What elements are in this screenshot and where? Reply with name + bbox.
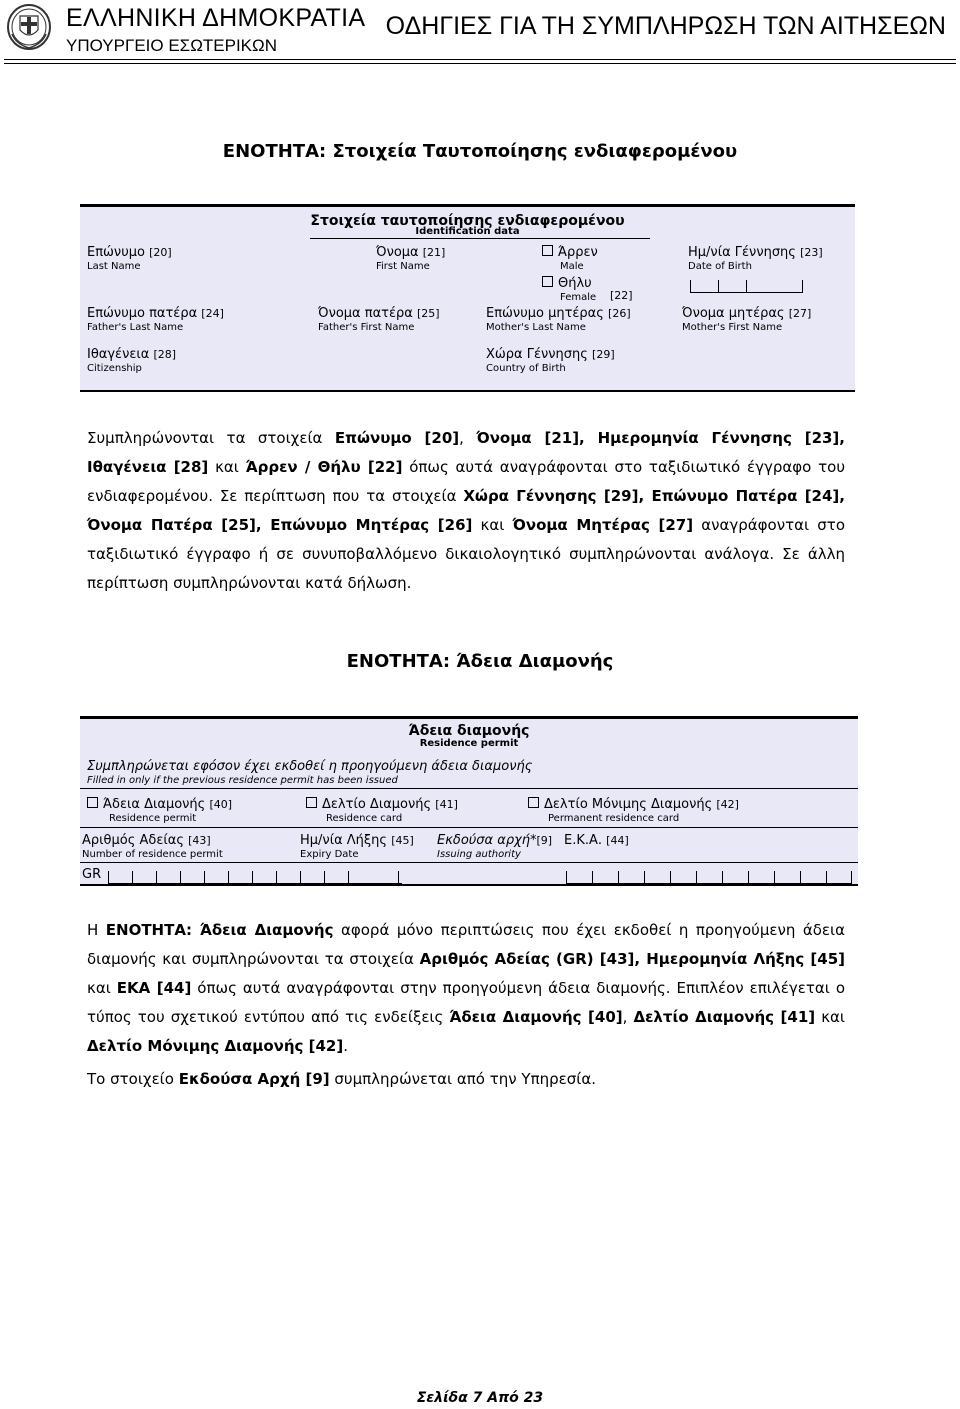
residence-permit-form [80, 716, 858, 886]
field-expiry-date[interactable]: Ημ/νία Λήξης [45] Expiry Date [300, 833, 414, 860]
instructions-paragraph-3: Το στοιχείο Εκδούσα Αρχή [9] συμπληρώνεται από την Υπηρεσία. [87, 1070, 597, 1088]
section-title-residence-permit: ΕΝΟΤΗΤΑ: Άδεια Διαμονής [346, 651, 614, 672]
permit-number-ticks[interactable] [108, 871, 402, 884]
box-title: Στοιχεία ταυτοποίησης ενδιαφερομένου [310, 213, 625, 229]
box-title: Άδεια διαμονής [408, 723, 530, 739]
field-eka[interactable]: Ε.Κ.Α. [44] [564, 833, 629, 848]
gr-prefix: GR [82, 867, 102, 882]
instructions-paragraph-2: Η ΕΝΟΤΗΤΑ: Άδεια Διαμονής αφορά μόνο περιπτώσεις που έχει εκδοθεί η προηγούμενη άδεια διαμονής και συμπληρώνονται τα στοιχεία Αριθμός Αδείας (GR) [43], Ημερομηνία Λήξης [45] και ΕΚΑ [44] όπως αυτά αναγράφονται στην προηγούμενη άδεια διαμονής. Επιπλέον επιλέγεται ο τύπος του σχετικού εντύπου από τις ενδείξεις Άδεια Διαμονής [40], Δελτίο Διαμονής [41] και Δελτίο Μόνιμης Διαμονής [42]. [87, 921, 846, 1055]
field-country-of-birth[interactable]: Χώρα Γέννησης [29] Country of Birth [486, 347, 615, 374]
box-subtitle: Residence permit [419, 738, 519, 749]
header-rule-2 [4, 63, 956, 64]
checkbox-icon [542, 276, 553, 287]
checkbox-icon [528, 797, 539, 808]
header-subtitle: ΥΠΟΥΡΓΕΙΟ ΕΣΩΤΕΡΙΚΩΝ [66, 36, 278, 55]
box-subtitle: Identification data [415, 226, 520, 237]
field-mother-first-name[interactable]: Όνομα μητέρας [27] Mother's First Name [682, 306, 812, 333]
field-father-first-name[interactable]: Όνομα πατέρα [25] Father's First Name [318, 306, 440, 333]
checkbox-icon [306, 797, 317, 808]
eka-ticks[interactable] [566, 871, 852, 884]
gender-field-number: [22] [610, 289, 633, 302]
checkbox-female[interactable]: Θήλυ Female [542, 276, 596, 303]
field-permit-number[interactable]: Αριθμός Αδείας [43] Number of residence permit [82, 833, 223, 860]
checkbox-residence-card[interactable]: Δελτίο Διαμονής [41] Residence card [306, 797, 458, 824]
identification-form [80, 204, 855, 392]
checkbox-male[interactable]: Άρρεν Male [542, 245, 598, 272]
checkbox-residence-permit[interactable]: Άδεια Διαμονής [40] Residence permit [87, 797, 232, 824]
residence-note: Συμπληρώνεται εφόσον έχει εκδοθεί η προηγούμενη άδεια διαμονής Filled in only if the previous residence permit has been issued [87, 759, 533, 786]
field-father-last-name[interactable]: Επώνυμο πατέρα [24] Father's Last Name [87, 306, 224, 333]
header-title: ΕΛΛΗΝΙΚΗ ΔΗΜΟΚΡΑΤΙΑ [66, 4, 366, 32]
header-document-title: ΟΔΗΓΙΕΣ ΓΙΑ ΤΗ ΣΥΜΠΛΗΡΩΣΗ ΤΩΝ ΑΙΤΗΣΕΩΝ [385, 12, 946, 40]
checkbox-permanent-residence-card[interactable]: Δελτίο Μόνιμης Διαμονής [42] Permanent residence card [528, 797, 739, 824]
page-number: Σελίδα 7 Από 23 [416, 1390, 544, 1406]
field-last-name[interactable]: Επώνυμο [20] Last Name [87, 245, 172, 272]
field-date-of-birth[interactable]: Ημ/νία Γέννησης [23] Date of Birth [688, 245, 823, 272]
date-of-birth-ticks[interactable] [690, 280, 803, 293]
checkbox-icon [542, 245, 553, 256]
field-first-name[interactable]: Όνομα [21] First Name [376, 245, 446, 272]
field-mother-last-name[interactable]: Επώνυμο μητέρας [26] Mother's Last Name [486, 306, 631, 333]
checkbox-icon [87, 797, 98, 808]
greek-emblem-icon [6, 4, 52, 50]
field-citizenship[interactable]: Ιθαγένεια [28] Citizenship [87, 347, 177, 374]
section-title-identification: ΕΝΟΤΗΤΑ: Στοιχεία Ταυτοποίησης ενδιαφερομένου [222, 141, 738, 162]
field-issuing-authority[interactable]: Εκδούσα αρχή*[9] Issuing authority [437, 833, 553, 860]
instructions-paragraph-1: Συμπληρώνονται τα στοιχεία Επώνυμο [20], Όνομα [21], Ημερομηνία Γέννησης [23], Ιθαγένεια [28] και Άρρεν / Θήλυ [22] όπως αυτά αναγράφονται στο ταξιδιωτικό έγγραφο του ενδιαφερομένου. Σε περίπτωση που τα στοιχεία Χώρα Γέννησης [29], Επώνυμο Πατέρα [24], Όνομα Πατέρα [25], Επώνυμο Μητέρας [26] και Όνομα Μητέρας [27] αναγράφονται στο ταξιδιωτικό έγγραφο ή σε συνυποβαλλόμενο δικαιολογητικό συμπληρώνονται ανάλογα. Σε άλλη περίπτωση συμπληρώνονται κατά δήλωση. [87, 429, 845, 592]
header-rule [4, 59, 956, 60]
